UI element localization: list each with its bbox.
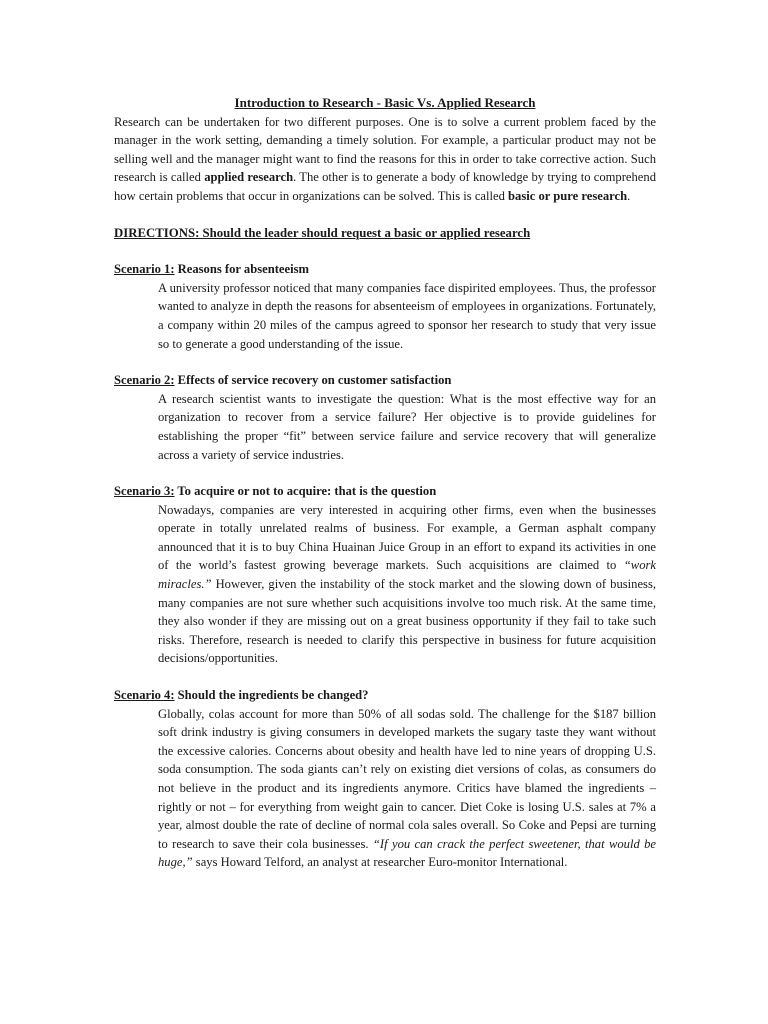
- scenario-body: [158, 705, 656, 872]
- scenario-text-b: However, given the instability of the stock market and the slowing down of business, many companies are not sure whether such acquisitions involve too much risk. At the same time, they also wonder if they are missing out on a great business opportunity if they fail to take such risks. Therefore, research is needed to clarify this perspective in business for future acquisition decisions/opportunities.: [158, 577, 656, 666]
- scenario-3: [114, 482, 656, 668]
- directions-heading: DIRECTIONS: Should the leader should request a basic or applied research: [114, 225, 531, 240]
- scenario-body: A university professor noticed that many companies face dispirited employees. Thus, the professor wanted to analyze in depth the reasons for absenteeism of employees in organizations. Fortunately, a company within 20 miles of the campus agreed to sponsor her research to study that very issue so to generate a good understanding of the issue.: [158, 280, 657, 351]
- scenario-body: A research scientist wants to investigate the question: What is the most effective way for an organization to recover from a service failure? Her objective is to provide guidelines for establishing the proper “fit” between service failure and service recovery that will generalize across a variety of service industries.: [158, 391, 656, 462]
- scenario-title: Reasons for absenteeism: [174, 262, 309, 277]
- scenario-text-a: Nowadays, companies are very interested in acquiring other firms, even when the businesses operate in totally unrelated realms of business. For example, a German asphalt company announced that it is to buy China Huainan Juice Group in an effort to expand its activities in one of the world’s fastest growing beverage markets. Such acquisitions are claimed to: [158, 502, 656, 573]
- scenario-2: [114, 371, 656, 464]
- scenario-number: Scenario 4:: [114, 688, 175, 703]
- scenario-1: [114, 260, 656, 353]
- scenario-4: [114, 686, 656, 872]
- applied-research-term: applied research: [204, 170, 294, 185]
- scenario-number: Scenario 2:: [114, 373, 175, 388]
- document-page: [114, 94, 656, 872]
- scenario-quote: “If you can crack the perfect sweetener, that would be huge,”: [158, 836, 657, 870]
- intro-text-3: .: [627, 188, 631, 203]
- intro-text-1: Research can be undertaken for two different purposes. One is to solve a current problem faced by the manager in the work setting, demanding a timely solution. For example, a particular product may not be selling well and the manager might want to find the reasons for this in order to take corrective action. Such research is called: [114, 114, 656, 185]
- scenario-heading: [114, 686, 656, 705]
- scenario-text-a: Globally, colas account for more than 50% of all sodas sold. The challenge for the $187 billion soft drink industry is giving consumers in developed markets the sugary taste they want without the excessive calories. Concerns about obesity and health have led to nine years of dropping U.S. soda consumption. The soda giants can’t rely on existing diet versions of colas, as consumers do not believe in the product and its ingredients anymore. Critics have blamed the ingredients – rightly or not – for everything from weight gain to cancer. Diet Coke is losing U.S. sales at 7% a year, almost double the rate of decline of normal cola sales overall. So Coke and Pepsi are turning to research to save their cola businesses.: [158, 706, 656, 851]
- scenario-heading: [114, 482, 656, 501]
- basic-research-term: basic or pure research: [508, 188, 628, 203]
- scenario-title: Should the ingredients be changed?: [174, 688, 369, 703]
- scenario-number: Scenario 1:: [114, 262, 175, 277]
- scenario-quote: “work miracles.”: [158, 558, 656, 592]
- scenario-heading: [114, 371, 656, 390]
- scenario-body: [158, 501, 656, 668]
- scenario-number: Scenario 3:: [114, 484, 175, 499]
- scenario-text-b: says Howard Telford, an analyst at researcher Euro-monitor International.: [192, 855, 568, 870]
- intro-paragraph: [114, 113, 656, 206]
- page-title: Introduction to Research - Basic Vs. Applied Research: [234, 95, 536, 110]
- intro-text-2: . The other is to generate a body of knowledge by trying to comprehend how certain problems that occur in organizations can be solved. This is called: [114, 170, 656, 203]
- scenario-heading: [114, 260, 656, 279]
- scenario-title: To acquire or not to acquire: that is the question: [174, 484, 437, 499]
- scenario-title: Effects of service recovery on customer satisfaction: [174, 373, 452, 388]
